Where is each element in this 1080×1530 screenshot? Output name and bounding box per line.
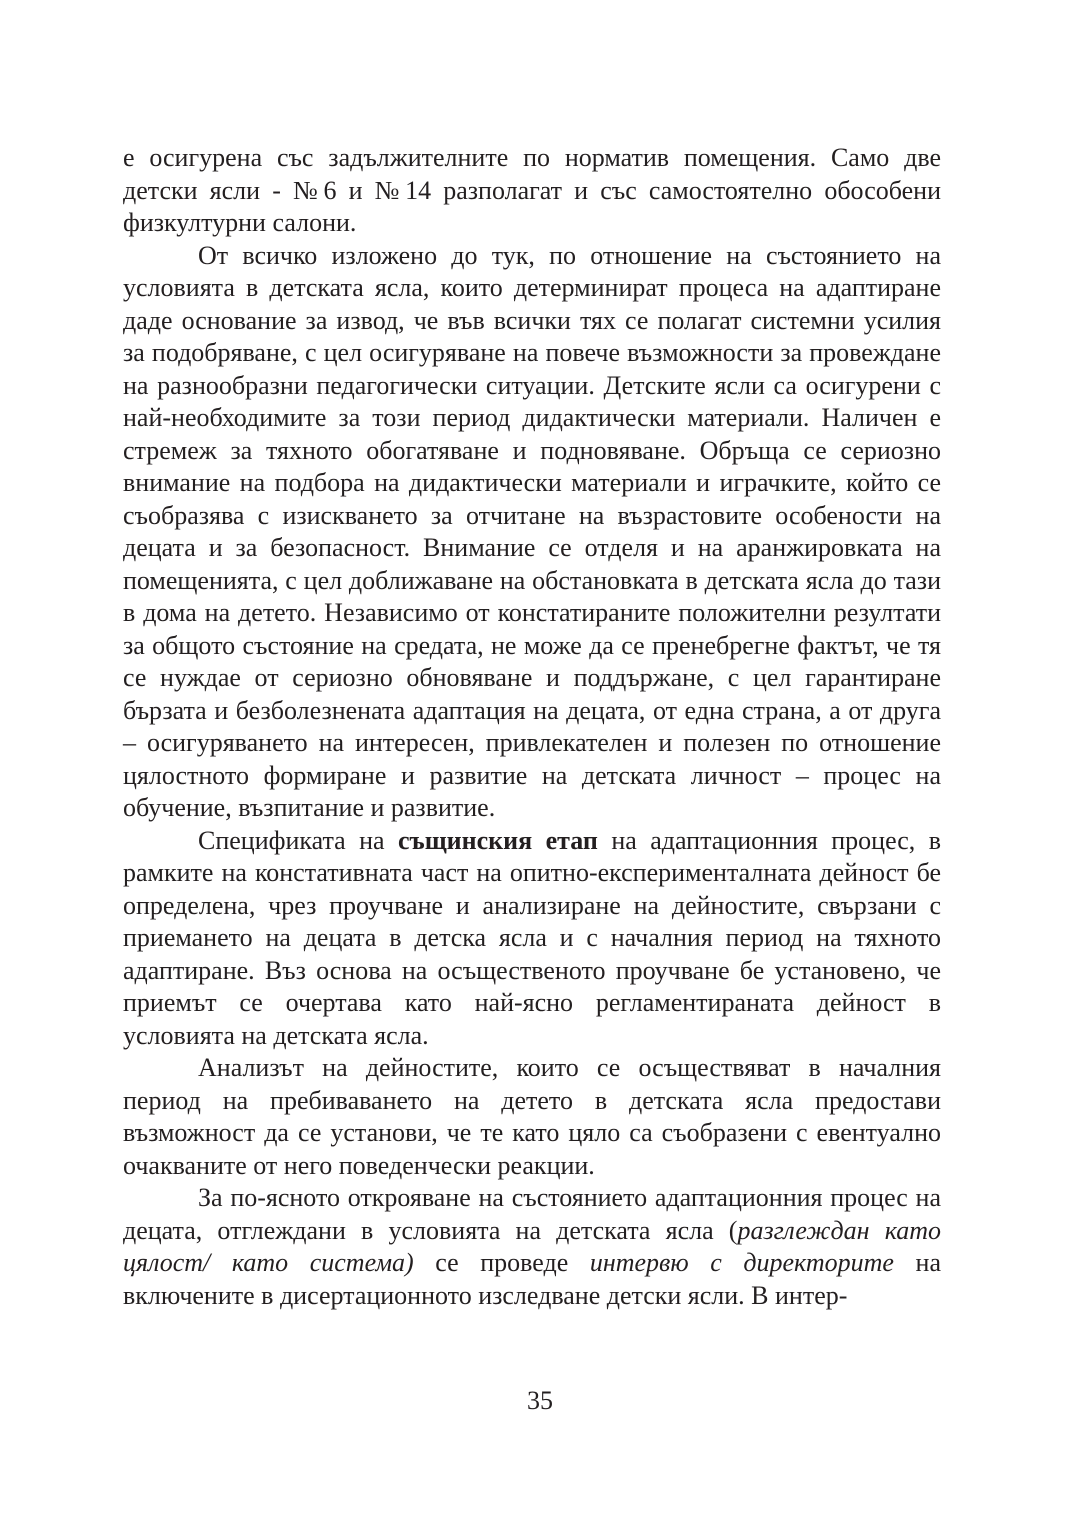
paragraph-3 — [123, 825, 941, 1053]
paragraph-2: От всичко изложено до тук, по отношение на състоянието на условията в детската ясла, които детерминират процеса на адаптиране даде основание за извод, че във всички тях се полагат системни усилия за подобряване, с цел осигуряване на повече възможности за провеждане на разнообразни педагогически ситуации. Детските ясли са осигурени с най-необходимите за този период дидактически материали. Наличен е стремеж за тяхното обогатяване и подновяване. Обръща се сериозно внимание на подбора на дидактически материали и играчките, който се съобразява с изискването за отчитане на възрастовите особености на децата и за безопасност. Внимание се отделя и на аранжировката на помещенията, с цел доближаване на обстановката в детската ясла до тази в дома на детето. Независимо от констатираните положителни резултати за общото състояние на средата, не може да се пренебрегне фактът, че тя се нуждае от сериозно обновяване и поддържане, с цел гарантиране бързата и безболезнената адаптация на децата, от една страна, а от друга – осигуряването на интересен, привлекателен и полезен по отношение цялостното формиране и развитие на детската личност – процес на обучение, възпитание и развитие. — [123, 240, 941, 822]
page-number: 35 — [527, 1386, 553, 1415]
body-text — [123, 142, 941, 1312]
italic-phrase-1: разглеждан като цялост/ като система) — [123, 1215, 941, 1277]
paragraph-5 — [123, 1182, 941, 1312]
paragraph-3-lead: Спецификата на — [198, 825, 399, 855]
paragraph-3-rest: на адаптационния процес, в рамките на констативната част на опитно-експерименталната дейност бе определена, чрез проучване и анализиране на дейностите, свързани с приемането на децата в детска ясла и с началния период на тяхното адаптиране. Въз основа на осъщественото проучване бе установено, че приемът се очертава като най-ясно регламентираната дейност в условията на детската ясла. — [123, 825, 941, 1050]
italic-phrase-2: интервю с директорите — [589, 1248, 894, 1277]
paragraph-1: е осигурена със задължителните по норматив помещения. Само две детски ясли - №6 и №14 разполагат и със самостоятелно обособени физкултурни салони. — [123, 143, 941, 237]
bold-term: същинския етап — [398, 825, 598, 855]
paragraph-5-middle: се проведе — [413, 1248, 590, 1277]
paragraph-4: Анализът на дейностите, които се осъществяват в началния период на пребиваването на детето в детската ясла предостави възможност да се установи, че те като цяло са съобразени с евентуално очакваните от него поведенчески реакции. — [123, 1053, 941, 1180]
paragraph-5-rest: на включените в дисертационното изследване детски ясли. В интер- — [123, 1248, 941, 1310]
paragraph-5-lead: За по-ясното открояване на състоянието адаптационния процес на децата, отглеждани в условията на детската ясла ( — [123, 1183, 941, 1245]
